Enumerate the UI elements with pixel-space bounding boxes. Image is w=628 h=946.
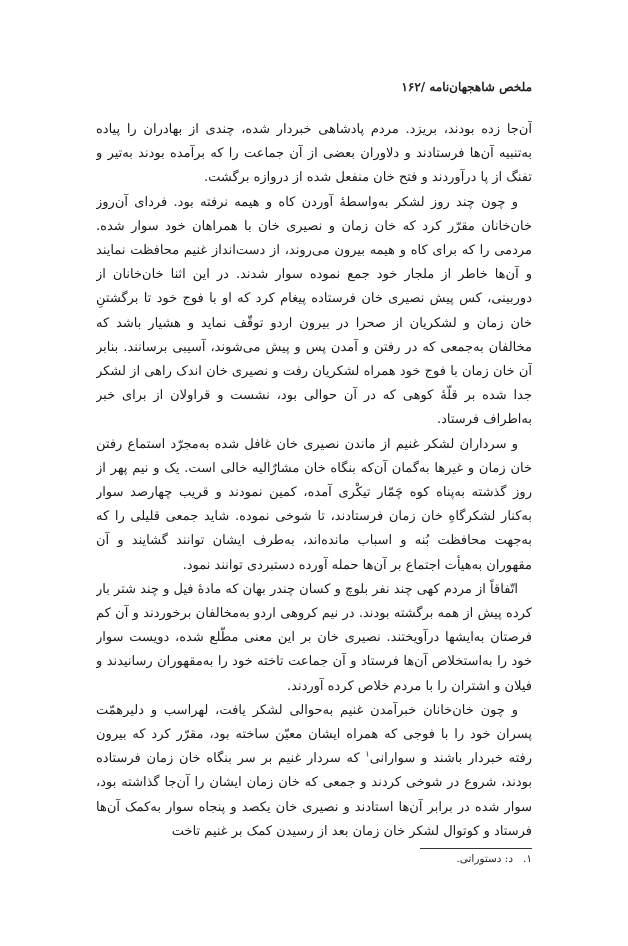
running-header: ملخص شاهجهان‌نامه /۱۶۲ [401,80,532,94]
paragraph [96,699,532,844]
paragraph: و سرداران لشکر غنیم از ماندن نصیری خان غافل شده به‌مجرّد استماع رفتن خان زمان و غیرها به‌گمان آن‌که بنگاه خان مشارٌالیه خالی است. یک و نیم پهر از روز گذشته به‌پناه کوه چَمّار تیکْری آمده، کمین نمودند و قریب چهارصد سوار به‌کنار لشکرگاهِ خان زمان فرستادند، تا شوخی نموده. شاید جمعی قلیلی را که به‌جهت محافظت بُنه و اسباب مانده‌اند، به‌طرف ایشان توانند گشایند و آن مقهوران به‌هیأت اجتماع بر آن‌ها حمله آورده دستبردی توانند نمود. [96,436,532,573]
footnote-reference: ۱ [365,749,370,759]
paragraph: و چون چند روز لشکر به‌واسطهٔ آوردن کاه و هیمه نرفته بود. فردای آن‌روز خان‌خانان مقرّر کرد که خان زمان و نصیری خان با همراهان خود سوار شده. مردمی را که برای کاه و هیمه بیرون می‌روند، از دست‌انداز غنیم محافظت نمایند و آن‌ها خاطر از ملجار خود جمع نموده سوار شدند. در این اثنا خان‌خانان از دوربینی، کس پیش نصیری خان فرستاده پیغام کرد که او با فوج خود تا برگشتنِ خان زمان و لشکریان از صحرا در بیرون اردو توقّف نماید و هشیار باشد که مخالفان به‌جمعی که در رفتن و آمدن پس و پیش می‌شوند، آسیبی برسانند. بنابر آن خان زمان با فوج خود همراه لشکریان رفت و نصیری خان اندک راهی از لشکر جدا شده بر قلّهٔ کوهی که در آن حوالی بود، نشست و قراولان از برای خبر به‌اطراف فرستاد. [96,194,532,428]
footnote-text: د: دستوراتی. [456,853,514,865]
footnote-number: ۱. [523,853,532,865]
footnote [96,853,532,865]
footnote-separator [420,848,532,849]
paragraph: اتّفاقاً از مردم کهی چند نفر بلوچ و کسان چندر بهان که مادهٔ فیل و چند شتر بار کرده پیش از همه برگشته بودند. در نیم کروهی اردو به‌مخالفان برخوردند و آن کم فرصتان به‌ایشها درآویختند. نصیری خان بر این معنی مطّلع شده، دویست سوار خود را به‌استخلاص آن‌ها فرستاد و آن جماعت تاخته خود را به‌مقهوران رسانیدند و فیلان و اشتران را با مردم خلاص کرده آوردند. [96,581,532,694]
paragraph-text: و چون خان‌خانان خبرآمدن غنیم به‌حوالی لشکر یافت، لهراسب و دلیرهمّت پسران خود را با فوجی که همراه ایشان معیّن ساخته بود، مقرّر کرد که بیرون رفته خبردار باشند و سوارانی [96,702,532,767]
body-text [96,118,532,850]
paragraph-text-continued: که سردار غنیم بر سر بنگاه خان زمان فرستاده بودند، شروع در شوخی کردند و جمعی که خان زمان ایشان را آن‌جا گذاشته بود، سوار شده در برابر آن‌ها استادند و نصیری خان یکصد و پنجاه سوار به‌کمک آن‌ها فرستاد و کوتوال لشکر خان زمان بعد از رسیدن کمک بر غنیم تاخت [96,751,532,839]
paragraph: آن‌جا زده بودند، بریزد. مردم پادشاهی خبردار شده، چندی از بهادران را پیاده به‌تنبیه آن‌ها فرستادند و دلاوران بعضی از آن جماعت را که برآمده بودند به‌تیر و تفنگ از پا درآوردند و فتح خان منفعل شده از دروازه برگشت. [96,122,532,186]
